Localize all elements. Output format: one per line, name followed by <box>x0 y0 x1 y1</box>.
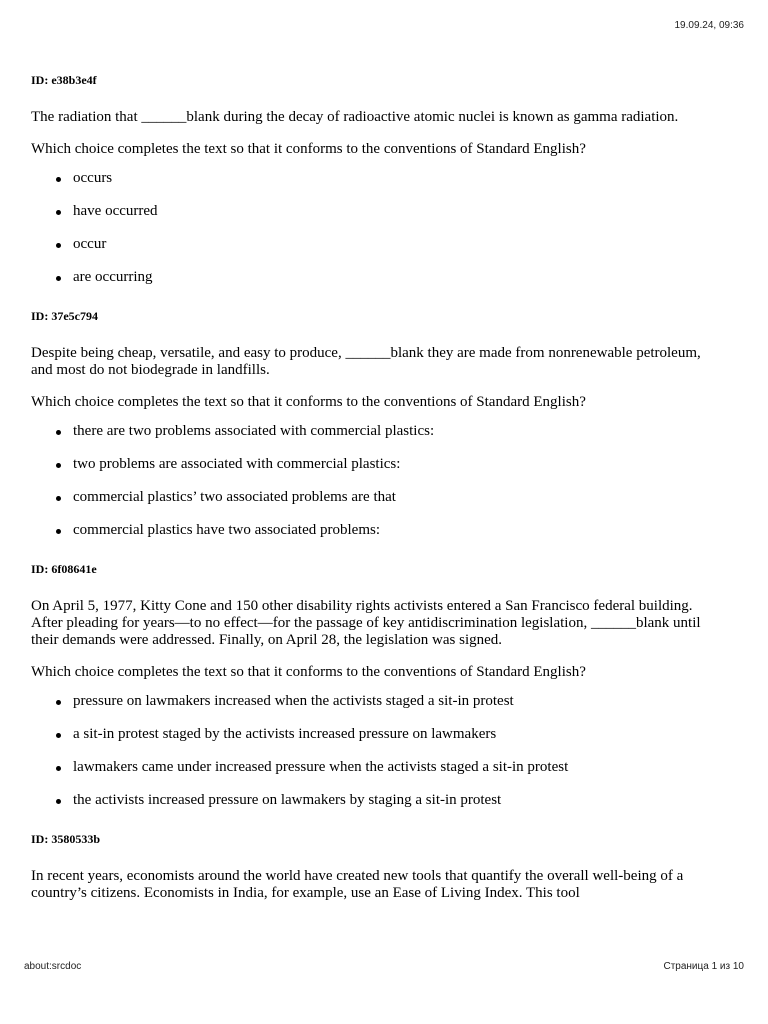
answer-choice <box>31 792 721 809</box>
answer-choice-text: lawmakers came under increased pressure when the activists staged a sit-in protest <box>73 759 569 775</box>
print-timestamp: 19.09.24, 09:36 <box>674 20 744 31</box>
answer-choices <box>31 693 721 809</box>
question-block <box>31 72 721 286</box>
answer-choice <box>31 423 721 440</box>
question-passage: In recent years, economists around the world have created new tools that quantify the overall well-being of a country’s citizens. Economists in India, for example, use an Ease of Living Index. This tool <box>31 868 684 901</box>
document-content <box>31 72 721 924</box>
bullet-icon <box>56 766 61 771</box>
answer-choice <box>31 522 721 539</box>
bullet-icon <box>56 210 61 215</box>
bullet-icon <box>56 430 61 435</box>
answer-choice-text: commercial plastics’ two associated problems are that <box>73 489 396 505</box>
answer-choice-text: occur <box>73 236 107 252</box>
answer-choice <box>31 489 721 506</box>
answer-choice-text: the activists increased pressure on lawmakers by staging a sit-in protest <box>73 792 502 808</box>
answer-choices <box>31 423 721 539</box>
question-prompt: Which choice completes the text so that it conforms to the conventions of Standard English? <box>31 141 586 157</box>
answer-choice <box>31 269 721 286</box>
print-footer-page-number: Страница 1 из 10 <box>663 961 744 972</box>
question-id: ID: 37e5c794 <box>31 309 98 323</box>
answer-choice <box>31 170 721 187</box>
question-id: ID: 3580533b <box>31 832 101 846</box>
answer-choice-text: pressure on lawmakers increased when the activists staged a sit-in protest <box>73 693 514 709</box>
bullet-icon <box>56 276 61 281</box>
answer-choice-text: are occurring <box>73 269 153 285</box>
question-id: ID: 6f08641e <box>31 562 97 576</box>
bullet-icon <box>56 799 61 804</box>
answer-choice <box>31 456 721 473</box>
bullet-icon <box>56 733 61 738</box>
bullet-icon <box>56 177 61 182</box>
question-prompt: Which choice completes the text so that it conforms to the conventions of Standard English? <box>31 664 586 680</box>
answer-choice-text: there are two problems associated with commercial plastics: <box>73 423 435 439</box>
answer-choice-text: a sit-in protest staged by the activists increased pressure on lawmakers <box>73 726 497 742</box>
question-passage: On April 5, 1977, Kitty Cone and 150 other disability rights activists entered a San Francisco federal building. After pleading for years—to no effect—for the passage of key antidiscrimination legislation, ______blank until their demands were addressed. Finally, on April 28, the legislation was signed. <box>31 598 701 648</box>
bullet-icon <box>56 463 61 468</box>
question-prompt: Which choice completes the text so that it conforms to the conventions of Standard English? <box>31 394 586 410</box>
answer-choice-text: occurs <box>73 170 113 186</box>
question-block <box>31 308 721 539</box>
bullet-icon <box>56 243 61 248</box>
question-id: ID: e38b3e4f <box>31 73 97 87</box>
bullet-icon <box>56 529 61 534</box>
answer-choice <box>31 693 721 710</box>
answer-choice-text: commercial plastics have two associated problems: <box>73 522 380 538</box>
answer-choice-text: two problems are associated with commercial plastics: <box>73 456 401 472</box>
print-footer-url: about:srcdoc <box>24 961 82 972</box>
answer-choice <box>31 759 721 776</box>
answer-choice-text: have occurred <box>73 203 158 219</box>
question-block <box>31 561 721 809</box>
bullet-icon <box>56 700 61 705</box>
question-block <box>31 831 721 902</box>
answer-choice <box>31 236 721 253</box>
answer-choices <box>31 170 721 286</box>
question-passage: Despite being cheap, versatile, and easy to produce, ______blank they are made from nonrenewable petroleum, and most do not biodegrade in landfills. <box>31 345 701 378</box>
bullet-icon <box>56 496 61 501</box>
answer-choice <box>31 726 721 743</box>
question-passage: The radiation that ______blank during the decay of radioactive atomic nuclei is known as gamma radiation. <box>31 109 679 125</box>
answer-choice <box>31 203 721 220</box>
